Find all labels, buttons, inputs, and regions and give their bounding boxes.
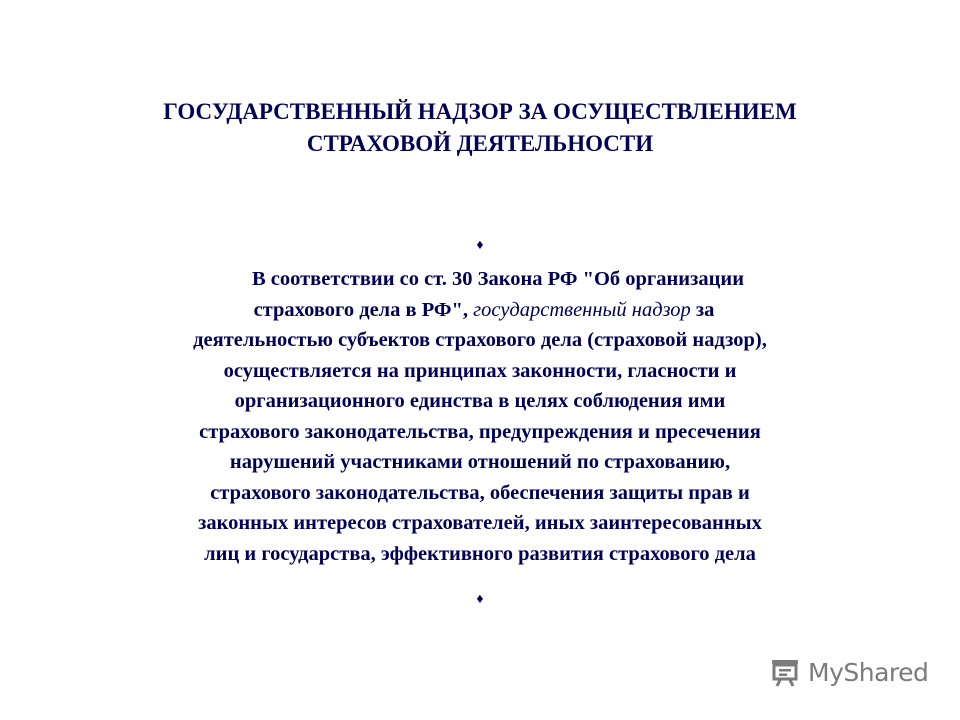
- body-line: лиц и государства, эффективного развития страхового дела: [204, 542, 756, 565]
- body-line: осуществляется на принципах законности, гласности и: [223, 359, 737, 382]
- body-line: нарушений участниками отношений по страхованию,: [229, 451, 731, 473]
- body-text-fragment: страхового дела в РФ",: [253, 298, 474, 321]
- bullet-diamond-icon: ♦: [476, 592, 484, 607]
- body-line: [90, 295, 870, 326]
- bullet-diamond-icon: ♦: [476, 238, 484, 253]
- body-line: страхового законодательства, обеспечения защиты прав и: [210, 481, 750, 504]
- body-line: деятельностью субъектов страхового дела (страховой надзор),: [193, 329, 767, 351]
- watermark-text: MyShared: [808, 657, 929, 687]
- presentation-board-icon: [768, 655, 802, 689]
- slide-title: [60, 96, 900, 160]
- body-text-fragment: за: [690, 298, 715, 321]
- body-line: В соответствии со ст. 30 Закона РФ "Об организации: [251, 268, 745, 290]
- title-line-1: ГОСУДАРСТВЕННЫЙ НАДЗОР ЗА ОСУЩЕСТВЛЕНИЕМ: [163, 99, 797, 124]
- body-paragraph: [90, 264, 870, 569]
- body-line: законных интересов страхователей, иных заинтересованных: [198, 512, 762, 534]
- title-line-2: СТРАХОВОЙ ДЕЯТЕЛЬНОСТИ: [306, 131, 654, 156]
- watermark-logo[interactable]: [768, 652, 928, 692]
- body-line: страхового законодательства, предупреждения и пресечения: [199, 420, 761, 443]
- emphasis-text: государственный надзор: [473, 298, 691, 321]
- body-line: организационного единства в целях соблюдения ими: [234, 390, 726, 412]
